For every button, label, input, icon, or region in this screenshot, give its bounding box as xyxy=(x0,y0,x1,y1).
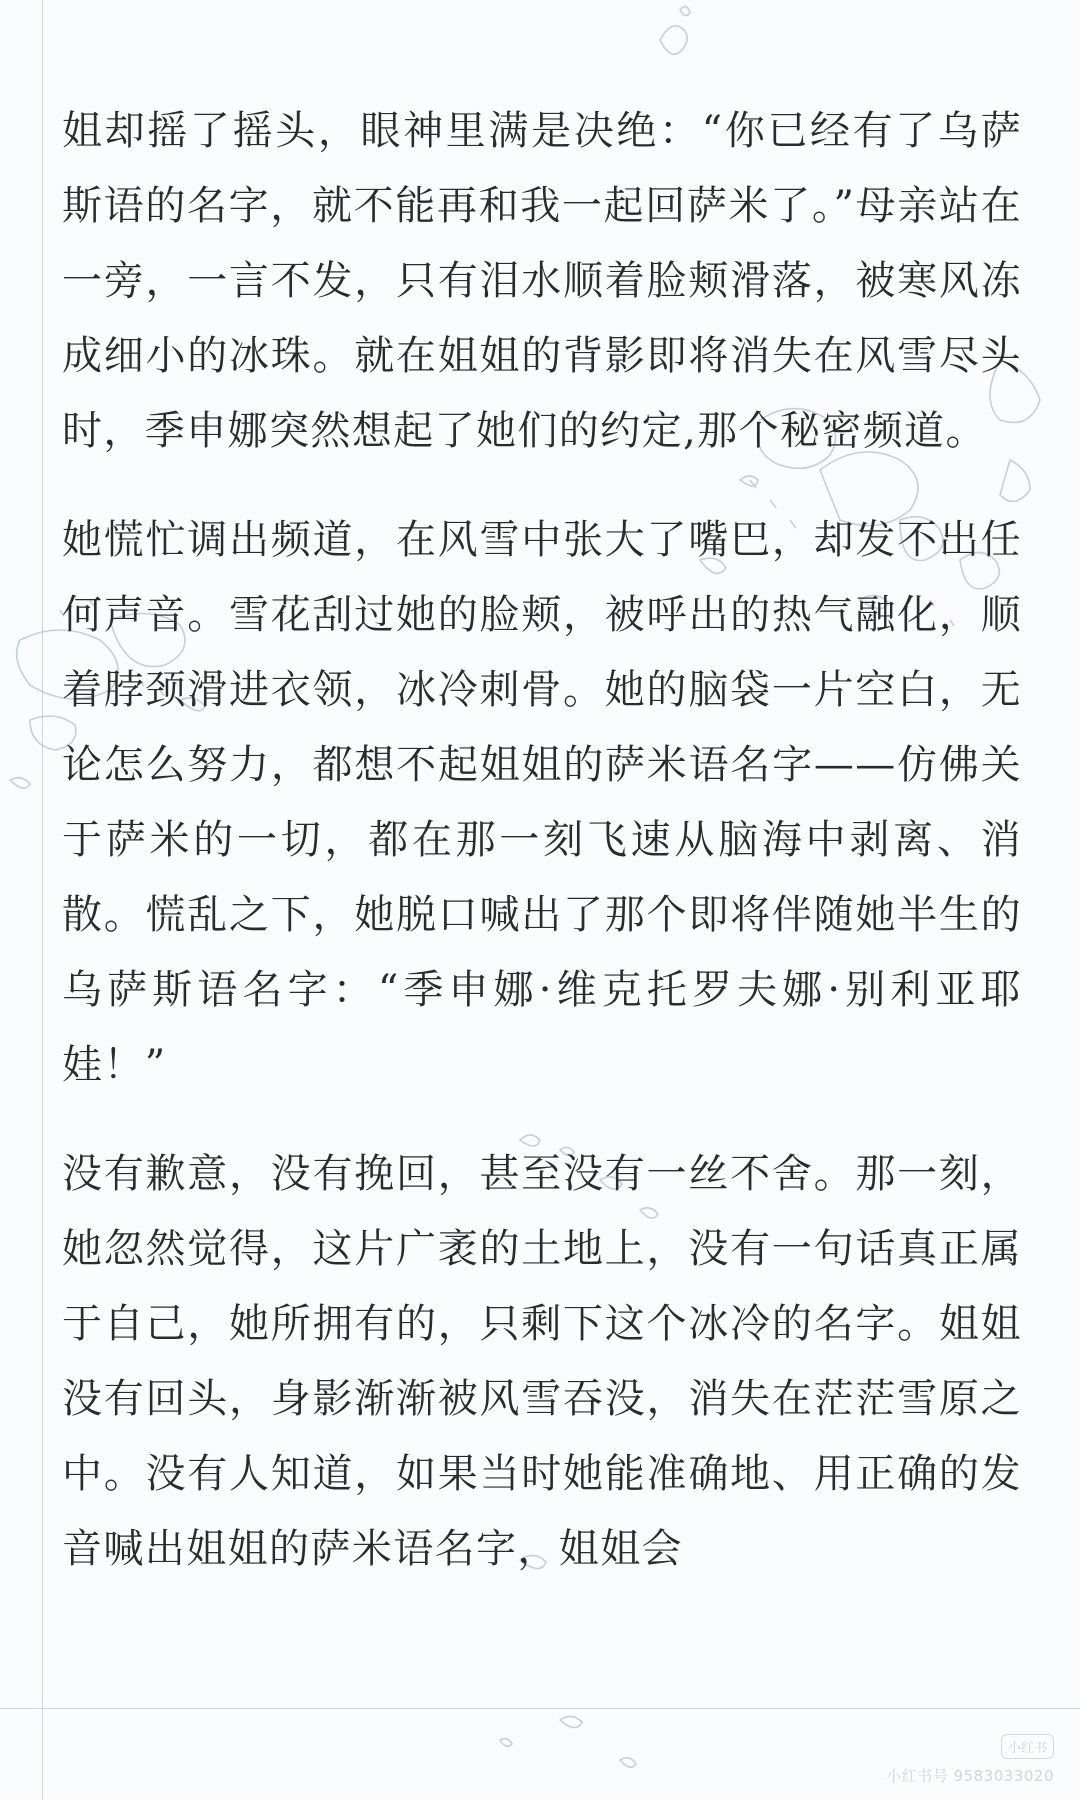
left-margin-line xyxy=(42,0,43,1800)
paragraph: 没有歉意，没有挽回，甚至没有一丝不舍。那一刻，她忽然觉得，这片广袤的土地上，没有一句话真正属于自己，她所拥有的，只剩下这个冰冷的名字。姐姐没有回头，身影渐渐被风雪吞没，消失在茫茫雪原之中。没有人知道，如果当时她能准确地、用正确的发音喊出姐姐的萨米语名字，姐姐会 xyxy=(62,1151,1022,1572)
bottom-rule-line xyxy=(0,1708,1080,1709)
paragraph: 姐却摇了摇头，眼神里满是决绝：“你已经有了乌萨斯语的名字，就不能再和我一起回萨米了。”母亲站在一旁，一言不发，只有泪水顺着脸颊滑落，被寒风冻成细小的冰珠。就在姐姐的背影即将消失在风雪尽头时，季申娜突然想起了她们的约定,那个秘密频道。 xyxy=(62,108,1022,454)
watermark-id: 小红书号 9583033020 xyxy=(886,1767,1054,1785)
paragraph: 她慌忙调出频道，在风雪中张大了嘴巴，却发不出任何声音。雪花刮过她的脸颊，被呼出的热气融化，顺着脖颈滑进衣领，冰冷刺骨。她的脑袋一片空白，无论怎么努力，都想不起姐姐的萨米语名字——仿佛关于萨米的一切，都在那一刻飞速从脑海中剥离、消散。慌乱之下，她脱口喊出了那个即将伴随她半生的乌萨斯语名字：“季申娜·维克托罗夫娜·别利亚耶娃！” xyxy=(62,517,1023,1088)
platform-watermark xyxy=(886,1734,1054,1786)
article-body xyxy=(62,94,1022,1621)
watermark-logo: 小红书 xyxy=(1001,1734,1054,1759)
